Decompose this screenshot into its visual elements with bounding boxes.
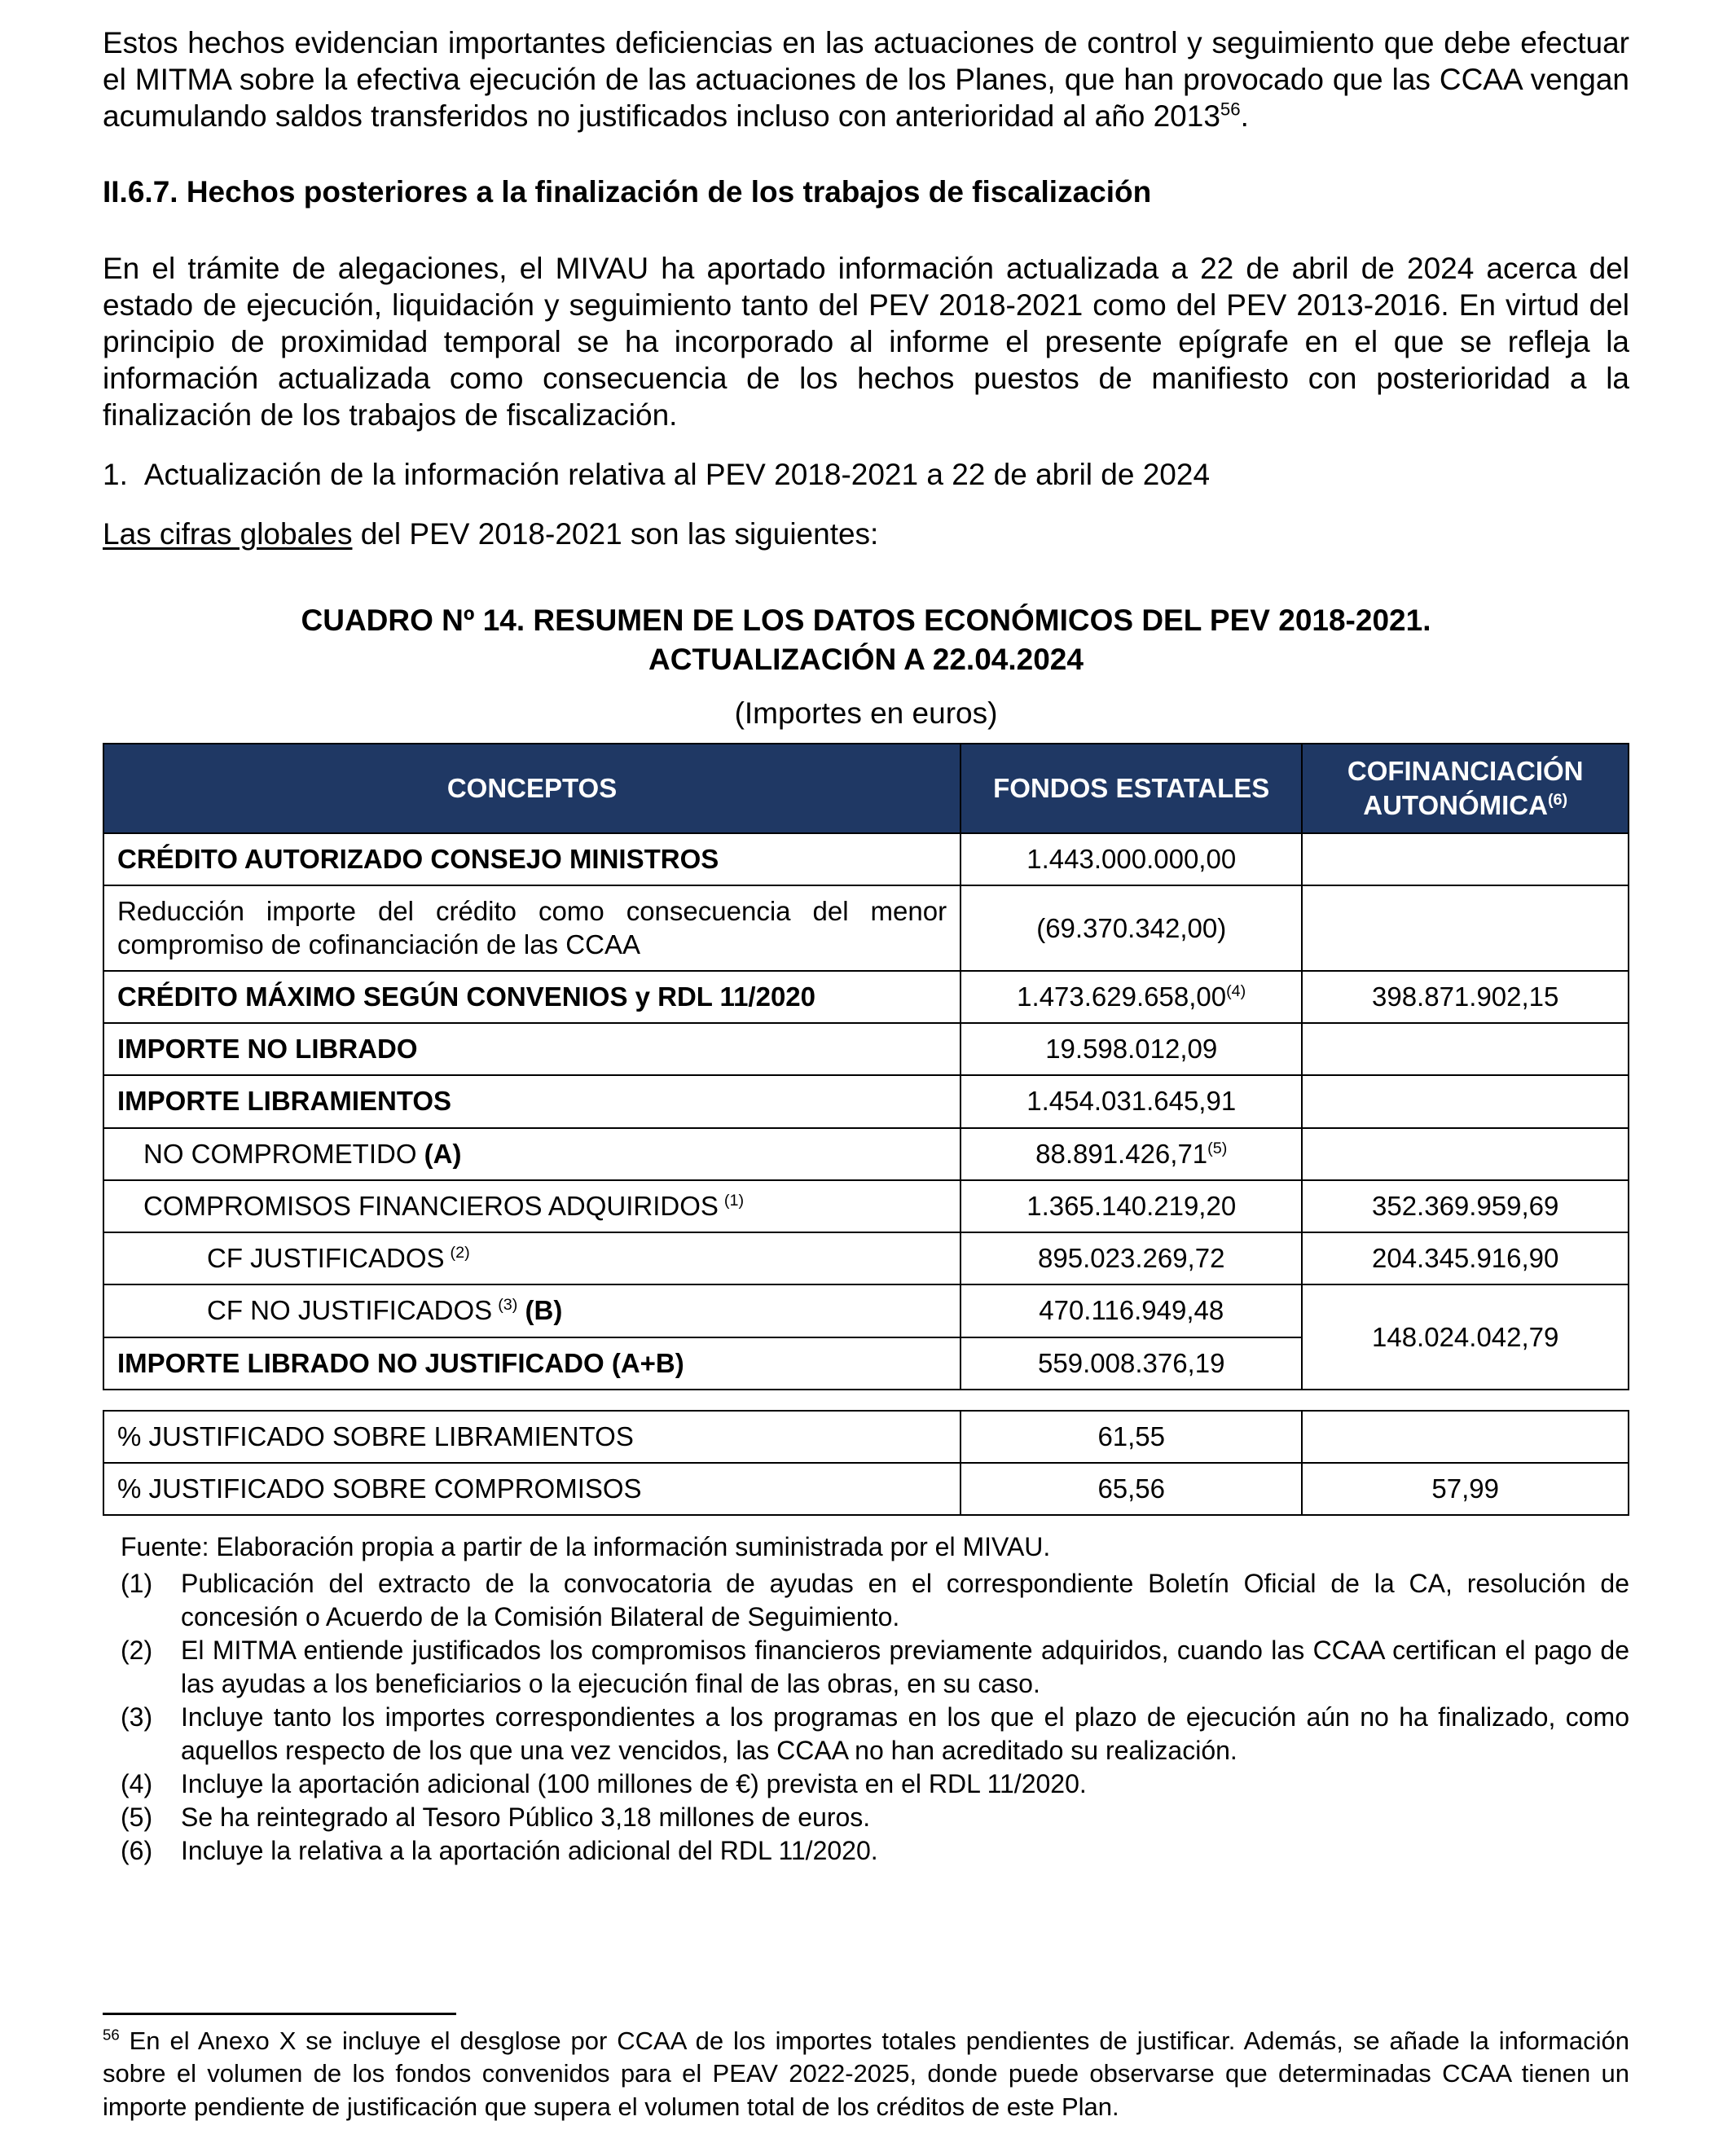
cell-cofinanciacion: 57,99 <box>1302 1463 1629 1515</box>
note-ref-1: (1) <box>723 1191 745 1210</box>
cell-fondos: 65,56 <box>961 1463 1302 1515</box>
note-ref-5: (5) <box>1207 1139 1228 1157</box>
cell-fondos: 1.365.140.219,20 <box>961 1180 1302 1232</box>
note-ref-6: (6) <box>1547 790 1568 809</box>
cell-value-text: 88.891.426,71 <box>1035 1138 1208 1169</box>
cell-label: CRÉDITO AUTORIZADO CONSEJO MINISTROS <box>103 833 961 885</box>
intro-paragraph <box>103 24 1629 134</box>
note-number: (4) <box>121 1769 153 1799</box>
note-item-6 <box>121 1834 1629 1868</box>
note-text: Incluye la relativa a la aportación adicional del RDL 11/2020. <box>181 1835 878 1865</box>
alegaciones-paragraph: En el trámite de alegaciones, el MIVAU ha aportado información actualizada a 22 de abril de 2024 acerca del estado de ejecución, liquidación y seguimiento tanto del PEV 2018-2021 como del PEV 2013-2016. En virtud del principio de proximidad temporal se ha incorporado al informe el presente epígrafe en el que se refleja la información actualizada como consecuencia de los hechos puestos de manifiesto con posterioridad a la finalización de los trabajos de fiscalización. <box>103 251 1629 432</box>
cell-fondos: 1.443.000.000,00 <box>961 833 1302 885</box>
table-row-compromisos-adquiridos <box>103 1180 1629 1232</box>
cell-label: IMPORTE LIBRADO NO JUSTIFICADO (A+B) <box>103 1337 961 1390</box>
cell-fondos <box>961 1128 1302 1180</box>
list-item-number: 1. <box>103 458 128 492</box>
cifras-rest-text: del PEV 2018-2021 son las siguientes: <box>352 517 879 551</box>
cell-label-text: CF JUSTIFICADOS <box>207 1243 445 1274</box>
cifras-underlined-text: Las cifras globales <box>103 517 353 551</box>
table-row-importe-no-librado <box>103 1023 1629 1075</box>
col-header-conceptos: CONCEPTOS <box>103 744 961 833</box>
table-row-reduccion <box>103 885 1629 971</box>
table-notes <box>103 1530 1629 1868</box>
note-item-2 <box>121 1634 1629 1701</box>
note-text: Incluye tanto los importes correspondientes a los programas en los que el plazo de ejecución aún no ha finalizado, como aquellos respecto de los que una vez vencidos, las CCAA no han acreditado su realización. <box>181 1702 1629 1766</box>
source-line: Fuente: Elaboración propia a partir de la información suministrada por el MIVAU. <box>121 1532 1051 1562</box>
footnote-separator-rule <box>103 2013 456 2015</box>
table-row-no-comprometido <box>103 1128 1629 1180</box>
cell-cofinanciacion-empty <box>1302 1023 1629 1075</box>
cell-fondos: (69.370.342,00) <box>961 885 1302 971</box>
note-text: Incluye la aportación adicional (100 millones de €) prevista en el RDL 11/2020. <box>181 1769 1087 1799</box>
note-number: (2) <box>121 1636 153 1666</box>
cell-label <box>103 1128 961 1180</box>
note-item-5 <box>121 1801 1629 1834</box>
cell-fondos <box>961 971 1302 1023</box>
intro-paragraph-period: . <box>1240 99 1249 134</box>
section-heading: II.6.7. Hechos posteriores a la finalización de los trabajos de fiscalización <box>103 175 1152 209</box>
note-number: (5) <box>121 1803 153 1833</box>
numbered-list-item <box>103 456 1629 493</box>
cell-label: IMPORTE LIBRAMIENTOS <box>103 1075 961 1127</box>
table-row-pct-libramientos <box>103 1411 1629 1463</box>
table-title <box>103 601 1629 679</box>
header-row <box>103 744 1629 833</box>
cell-label: CRÉDITO MÁXIMO SEGÚN CONVENIOS y RDL 11/2020 <box>103 971 961 1023</box>
note-ref-3: (3) <box>498 1296 518 1315</box>
intro-paragraph-text: Estos hechos evidencian importantes deficiencias en las actuaciones de control y seguimiento que debe efectuar el MITMA sobre la efectiva ejecución de las actuaciones de los Planes, que han provocado que las CCAA vengan acumulando saldos transferidos no justificados incluso con anterioridad al año 2013 <box>103 26 1629 134</box>
cell-cofinanciacion-empty <box>1302 833 1629 885</box>
cell-fondos: 559.008.376,19 <box>961 1337 1302 1390</box>
table-row-cf-no-justificados <box>103 1284 1629 1337</box>
table-title-line-1: CUADRO Nº 14. RESUMEN DE LOS DATOS ECONÓMICOS DEL PEV 2018-2021. <box>301 604 1431 638</box>
cell-cofinanciacion-empty <box>1302 1075 1629 1127</box>
note-text: Se ha reintegrado al Tesoro Público 3,18 millones de euros. <box>181 1803 871 1833</box>
cell-cofinanciacion-merged: 148.024.042,79 <box>1302 1284 1629 1390</box>
cell-fondos: 470.116.949,48 <box>961 1284 1302 1337</box>
cell-label <box>103 1284 961 1337</box>
table-row-pct-compromisos <box>103 1463 1629 1515</box>
note-number: (3) <box>121 1702 153 1732</box>
table-row-credito-maximo <box>103 971 1629 1023</box>
note-item-4 <box>121 1767 1629 1801</box>
cell-cofinanciacion: 352.369.959,69 <box>1302 1180 1629 1232</box>
cell-cofinanciacion-empty <box>1302 1128 1629 1180</box>
cell-label-bold-suffix: (A) <box>416 1138 462 1169</box>
cell-cofinanciacion: 204.345.916,90 <box>1302 1232 1629 1284</box>
table-row-credito-autorizado <box>103 833 1629 885</box>
cell-label: IMPORTE NO LIBRADO <box>103 1023 961 1075</box>
summary-table-body <box>103 833 1629 1390</box>
cell-fondos: 19.598.012,09 <box>961 1023 1302 1075</box>
table-subtitle: (Importes en euros) <box>734 696 998 730</box>
cell-label-text: CF NO JUSTIFICADOS <box>207 1295 493 1326</box>
footnote-ref-56: 56 <box>1220 99 1241 120</box>
cell-label: % JUSTIFICADO SOBRE LIBRAMIENTOS <box>103 1411 961 1463</box>
cell-value-text: 1.473.629.658,00 <box>1017 981 1227 1012</box>
cell-label-text: NO COMPROMETIDO <box>143 1138 417 1169</box>
summary-table <box>103 743 1629 1390</box>
note-ref-2: (2) <box>450 1244 470 1262</box>
cell-label-bold-suffix: (B) <box>517 1295 563 1326</box>
cell-label: Reducción importe del crédito como consecuencia del menor compromiso de cofinanciación de las CCAA <box>103 885 961 971</box>
col-header-fondos-estatales: FONDOS ESTATALES <box>961 744 1302 833</box>
cell-cofinanciacion-empty <box>1302 1411 1629 1463</box>
list-item-text: Actualización de la información relativa al PEV 2018-2021 a 22 de abril de 2024 <box>143 458 1211 492</box>
cell-cofinanciacion-empty <box>1302 885 1629 971</box>
page-footnote <box>103 2013 1629 2123</box>
col-header-cofinanciacion-text: COFINANCIACIÓN AUTONÓMICA <box>1347 755 1584 820</box>
table-title-line-2: ACTUALIZACIÓN A 22.04.2024 <box>648 643 1084 677</box>
cell-fondos: 895.023.269,72 <box>961 1232 1302 1284</box>
col-header-cofinanciacion <box>1302 744 1629 833</box>
percent-table <box>103 1410 1629 1517</box>
footnote-text: En el Anexo X se incluye el desglose por CCAA de los importes totales pendientes de justificar. Además, se añade la información sobre el volumen de los fondos convenidos para el PEAV 2022-2025, donde puede observarse que determinadas CCAA tienen un importe pendiente de justificación que supera el volumen total de los créditos de este Plan. <box>103 2026 1629 2121</box>
footnote-text-block <box>103 2025 1629 2123</box>
cell-label-text: COMPROMISOS FINANCIEROS ADQUIRIDOS <box>143 1190 719 1221</box>
note-ref-4: (4) <box>1226 981 1246 1000</box>
percent-table-body <box>103 1411 1629 1516</box>
note-number: (1) <box>121 1569 153 1599</box>
note-text: Publicación del extracto de la convocatoria de ayudas en el correspondiente Boletín Oficial de la CA, resolución de concesión o Acuerdo de la Comisión Bilateral de Seguimiento. <box>181 1569 1629 1632</box>
cell-label: % JUSTIFICADO SOBRE COMPROMISOS <box>103 1463 961 1515</box>
cell-label <box>103 1232 961 1284</box>
cell-fondos: 1.454.031.645,91 <box>961 1075 1302 1127</box>
note-text: El MITMA entiende justificados los compromisos financieros previamente adquiridos, cuando las CCAA certifican el pago de las ayudas a los beneficiarios o la ejecución final de las obras, en su caso. <box>181 1636 1629 1699</box>
cifras-line <box>103 516 1629 552</box>
cell-label <box>103 1180 961 1232</box>
note-number: (6) <box>121 1835 153 1865</box>
cell-cofinanciacion: 398.871.902,15 <box>1302 971 1629 1023</box>
table-row-cf-justificados <box>103 1232 1629 1284</box>
note-item-1 <box>121 1567 1629 1634</box>
footnote-marker-56: 56 <box>103 2026 120 2044</box>
table-row-importe-libramientos <box>103 1075 1629 1127</box>
note-item-3 <box>121 1701 1629 1767</box>
summary-table-header <box>103 744 1629 833</box>
cell-fondos: 61,55 <box>961 1411 1302 1463</box>
